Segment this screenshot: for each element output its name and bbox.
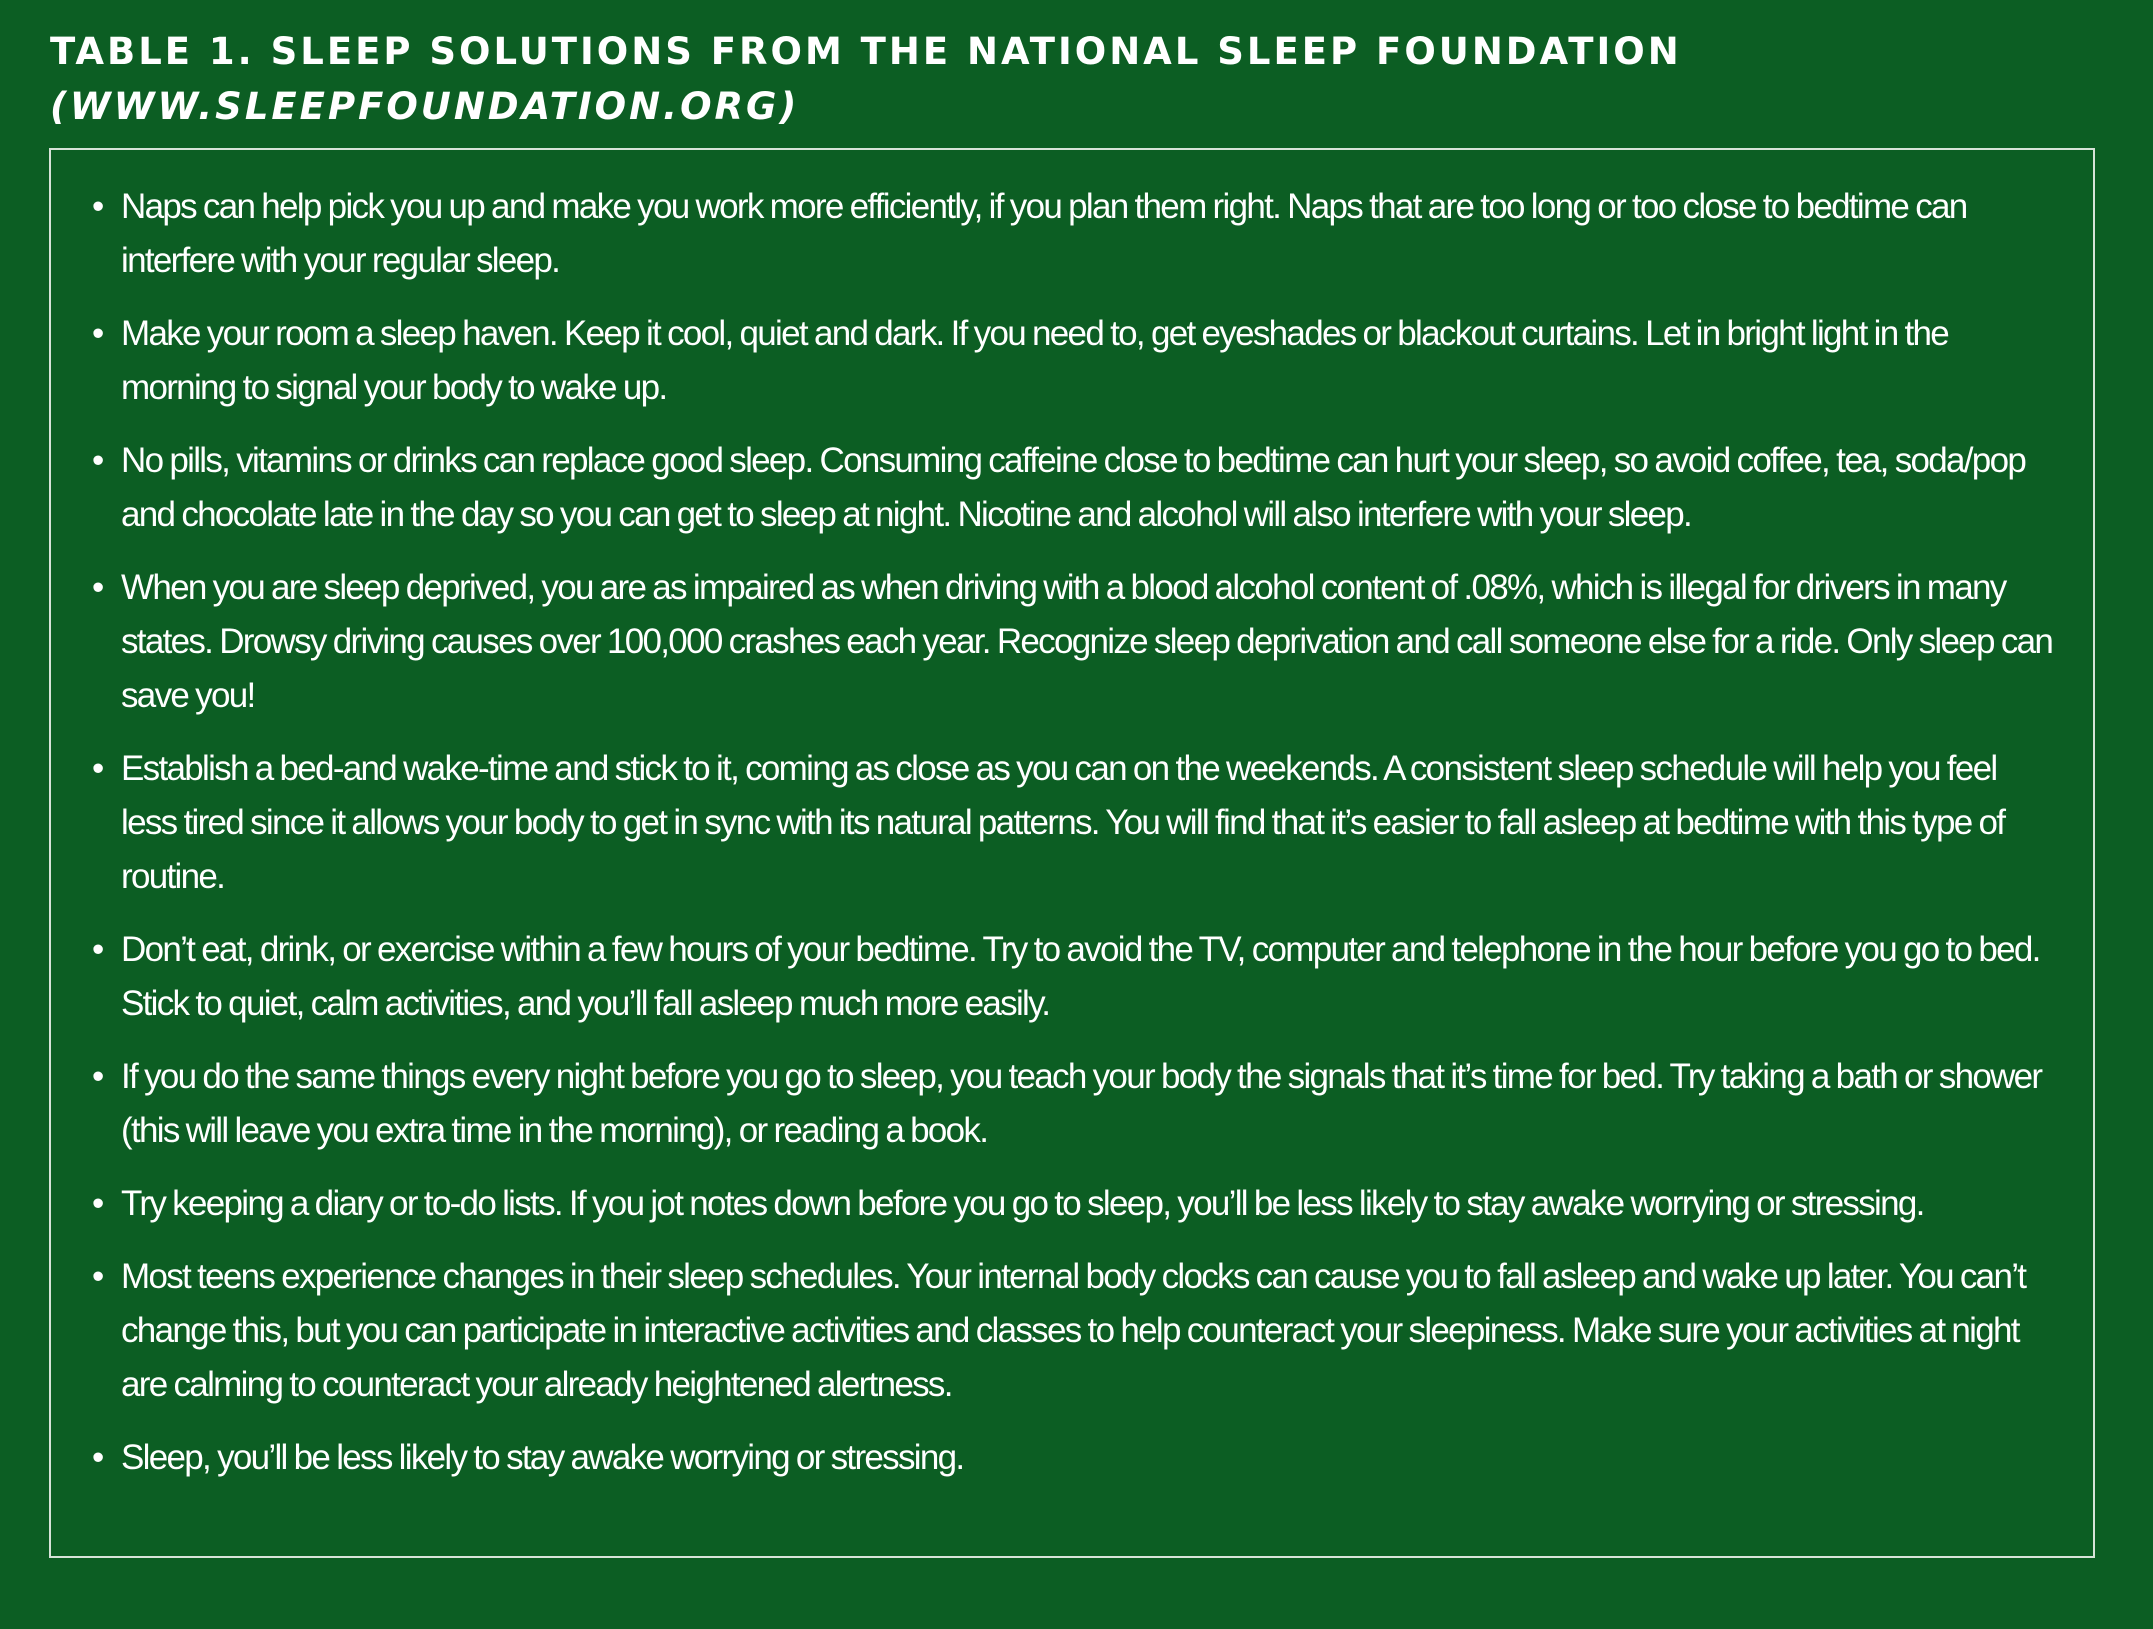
tip-item: • Establish a bed-and wake-time and stick to it, coming as close as you can on the weekends. A consistent sleep schedule will help you feel less tired since it allows your body to get in sync with its natural patterns. You will find that it’s easier to fall asleep at bedtime with this type of routine. — [92, 742, 2053, 904]
tips-box — [49, 148, 2095, 1558]
tip-item: • Naps can help pick you up and make you work more efficiently, if you plan them right. Naps that are too long or too close to bedtime can interfere with your regular sleep. — [92, 180, 2053, 288]
tip-item: • No pills, vitamins or drinks can replace good sleep. Consuming caffeine close to bedtime can hurt your sleep, so avoid coffee, tea, soda/pop and chocolate late in the day so you can get to sleep at night. Nicotine and alcohol will also interfere with your sleep. — [92, 434, 2053, 542]
tip-item: • Try keeping a diary or to-do lists. If you jot notes down before you go to sleep, you’ll be less likely to stay awake worrying or stressing. — [92, 1177, 2053, 1231]
table-title-url: (WWW.SLEEPFOUNDATION.ORG) — [50, 85, 800, 128]
tip-item: • Sleep, you’ll be less likely to stay awake worrying or stressing. — [92, 1431, 2053, 1485]
tip-item: • Make your room a sleep haven. Keep it cool, quiet and dark. If you need to, get eyeshades or blackout curtains. Let in bright light in the morning to signal your body to wake up. — [92, 307, 2053, 415]
tip-item: • Don’t eat, drink, or exercise within a few hours of your bedtime. Try to avoid the TV, computer and telephone in the hour before you go to bed. Stick to quiet, calm activities, and you’ll fall asleep much more easily. — [92, 923, 2053, 1031]
table-title — [50, 24, 1682, 134]
tip-item: • When you are sleep deprived, you are as impaired as when driving with a blood alcohol content of .08%, which is illegal for drivers in many states. Drowsy driving causes over 100,000 crashes each year. Recognize sleep deprivation and call someone else for a ride. Only sleep can save you! — [92, 561, 2053, 723]
tip-item: • If you do the same things every night before you go to sleep, you teach your body the signals that it’s time for bed. Try taking a bath or shower (this will leave you extra time in the morning), or reading a book. — [92, 1050, 2053, 1158]
table-title-line1: TABLE 1. SLEEP SOLUTIONS FROM THE NATIONAL SLEEP FOUNDATION — [50, 30, 1682, 73]
tip-item: • Most teens experience changes in their sleep schedules. Your internal body clocks can cause you to fall asleep and wake up later. You can’t change this, but you can participate in interactive activities and classes to help counteract your sleepiness. Make sure your activities at night are calming to counteract your already heightened alertness. — [92, 1250, 2053, 1412]
tips-list — [92, 180, 2053, 1485]
